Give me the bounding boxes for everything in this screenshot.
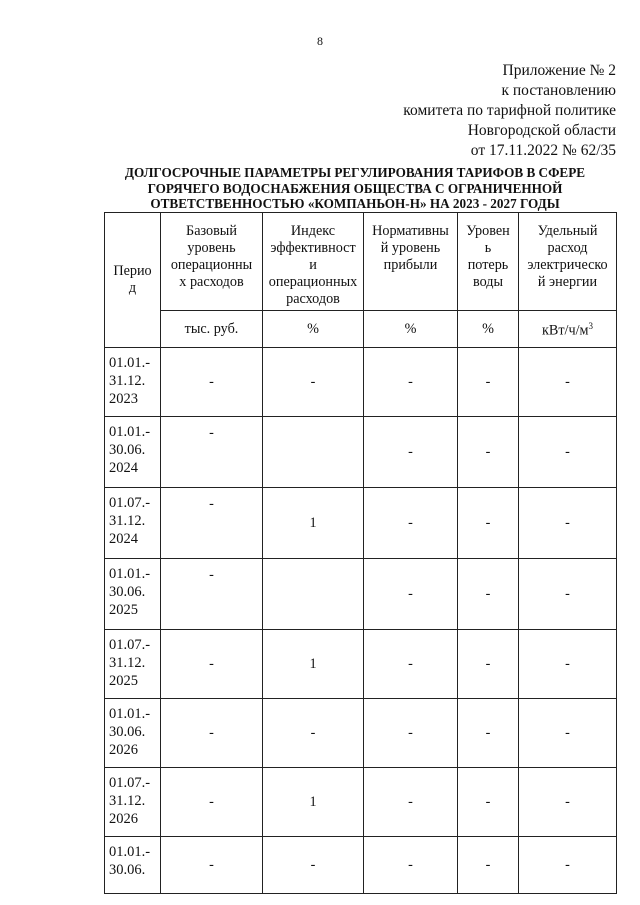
title-line: ГОРЯЧЕГО ВОДОСНАБЖЕНИЯ ОБЩЕСТВА С ОГРАНИЧЕННОЙ (147, 180, 563, 196)
header-text: уровень (187, 240, 236, 256)
profit-level-cell: - (364, 559, 458, 630)
base-level-cell: - (161, 837, 263, 894)
header-text: расходов (286, 291, 340, 307)
period-cell (105, 699, 161, 768)
period-line: 2026 (109, 811, 138, 827)
header-text: х расходов (179, 274, 244, 290)
base-level-cell: - (161, 559, 263, 630)
header-text: воды (472, 274, 504, 290)
table-row (105, 488, 617, 559)
energy-cell: - (519, 348, 617, 417)
loss-level-cell: - (458, 559, 519, 630)
parameters-table (104, 212, 617, 894)
header-loss-level (458, 213, 519, 311)
period-line: 01.01.- (109, 355, 151, 371)
appendix-line: Новгородской области (467, 122, 616, 139)
efficiency-index-cell: - (263, 699, 364, 768)
header-text: Уровен (466, 223, 510, 239)
loss-level-cell: - (458, 348, 519, 417)
appendix-line: к постановлению (501, 82, 616, 99)
period-line: 2023 (109, 391, 138, 407)
table-row (105, 630, 617, 699)
header-text: и (309, 257, 317, 273)
efficiency-index-cell: 1 (263, 488, 364, 559)
title-line: ОТВЕТСТВЕННОСТЬЮ «КОМПАНЬОН-Н» НА 2023 - 2027 ГОДЫ (150, 196, 560, 211)
period-line: 2025 (109, 602, 138, 618)
period-line: 01.01.- (109, 424, 151, 440)
table-row (105, 417, 617, 488)
header-text: операционных (268, 274, 358, 290)
appendix-line: комитета по тарифной политике (403, 102, 616, 119)
base-level-cell: - (161, 699, 263, 768)
period-cell (105, 837, 161, 894)
period-cell (105, 348, 161, 417)
header-text: Базовый (186, 223, 237, 239)
efficiency-index-cell: - (263, 348, 364, 417)
header-text: Перио (113, 263, 152, 279)
header-text: й уровень (380, 240, 441, 256)
loss-level-cell: - (458, 630, 519, 699)
base-level-cell: - (161, 488, 263, 559)
header-text: эффективност (270, 240, 356, 256)
loss-level-cell: - (458, 417, 519, 488)
profit-level-cell: - (364, 699, 458, 768)
energy-cell: - (519, 559, 617, 630)
loss-level-cell: - (458, 768, 519, 837)
base-level-cell: - (161, 630, 263, 699)
base-level-cell: - (161, 768, 263, 837)
title-line: ДОЛГОСРОЧНЫЕ ПАРАМЕТРЫ РЕГУЛИРОВАНИЯ ТАРИФОВ В СФЕРЕ (124, 165, 586, 180)
period-line: 01.01.- (109, 706, 151, 722)
header-profit-level (364, 213, 458, 311)
header-text: д (128, 280, 137, 296)
profit-level-cell: - (364, 630, 458, 699)
unit-energy-exponent: 3 (588, 321, 594, 332)
appendix-line: Приложение № 2 (502, 62, 616, 79)
efficiency-index-cell: 1 (263, 630, 364, 699)
energy-cell: - (519, 630, 617, 699)
profit-level-cell: - (364, 488, 458, 559)
unit-energy (519, 311, 617, 348)
header-text: Индекс (290, 223, 336, 239)
header-text: й энергии (537, 274, 598, 290)
profit-level-cell: - (364, 837, 458, 894)
energy-cell: - (519, 417, 617, 488)
base-level-cell: - (161, 348, 263, 417)
energy-cell: - (519, 699, 617, 768)
loss-level-cell: - (458, 488, 519, 559)
period-line: 01.01.- (109, 844, 151, 860)
table-row (105, 699, 617, 768)
energy-cell: - (519, 488, 617, 559)
base-level-cell: - (161, 417, 263, 488)
period-line: 01.07.- (109, 775, 151, 791)
period-line: 31.12. (109, 793, 146, 809)
loss-level-cell: - (458, 837, 519, 894)
unit-loss-level: % (458, 311, 519, 348)
header-text: электрическо (527, 257, 608, 273)
profit-level-cell: - (364, 768, 458, 837)
header-base-level (161, 213, 263, 311)
appendix-block (403, 61, 616, 161)
header-text: операционны (170, 257, 253, 273)
period-line: 30.06. (109, 584, 146, 600)
period-line: 01.07.- (109, 495, 151, 511)
period-cell (105, 630, 161, 699)
period-cell (105, 768, 161, 837)
efficiency-index-cell (263, 559, 364, 630)
period-line: 2024 (109, 460, 138, 476)
appendix-line: от 17.11.2022 № 62/35 (470, 142, 616, 159)
unit-profit-level: % (364, 311, 458, 348)
efficiency-index-cell (263, 417, 364, 488)
units-row (105, 311, 617, 348)
header-text: прибыли (383, 257, 438, 273)
period-line: 30.06. (109, 724, 146, 740)
header-text: ь (484, 240, 492, 256)
unit-energy-text: кВт/ч/м (541, 322, 589, 339)
unit-efficiency-index: % (263, 311, 364, 348)
table-row (105, 348, 617, 417)
table-row (105, 559, 617, 630)
header-text: расход (547, 240, 588, 256)
period-cell (105, 417, 161, 488)
period-line: 30.06. (109, 862, 146, 878)
period-line: 2024 (109, 531, 138, 547)
header-text: Нормативны (372, 223, 449, 239)
period-line: 01.07.- (109, 637, 151, 653)
loss-level-cell: - (458, 699, 519, 768)
period-line: 2025 (109, 673, 138, 689)
efficiency-index-cell: 1 (263, 768, 364, 837)
period-cell (105, 488, 161, 559)
document-title (95, 165, 615, 212)
period-line: 2026 (109, 742, 138, 758)
profit-level-cell: - (364, 348, 458, 417)
efficiency-index-cell: - (263, 837, 364, 894)
period-line: 31.12. (109, 373, 146, 389)
header-period (105, 213, 161, 348)
profit-level-cell: - (364, 417, 458, 488)
header-efficiency-index (263, 213, 364, 311)
unit-base-level: тыс. руб. (161, 311, 263, 348)
period-line: 30.06. (109, 442, 146, 458)
header-row (105, 213, 617, 311)
energy-cell: - (519, 768, 617, 837)
period-line: 31.12. (109, 655, 146, 671)
table-row (105, 768, 617, 837)
period-line: 31.12. (109, 513, 146, 529)
energy-cell: - (519, 837, 617, 894)
header-energy (519, 213, 617, 311)
page-number: 8 (317, 34, 323, 48)
period-line: 01.01.- (109, 566, 151, 582)
period-cell (105, 559, 161, 630)
header-text: Удельный (537, 223, 598, 239)
header-text: потерь (467, 257, 509, 273)
table-row (105, 837, 617, 894)
